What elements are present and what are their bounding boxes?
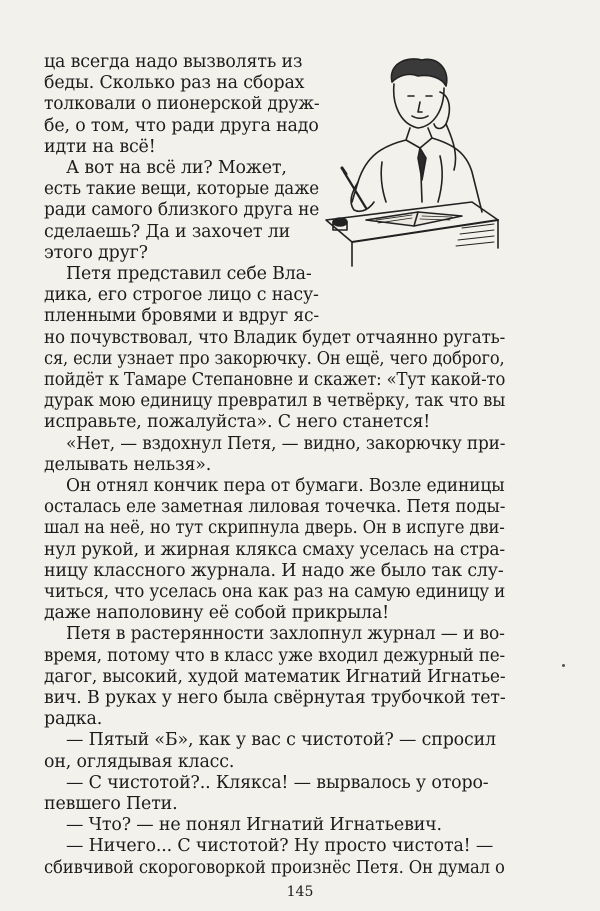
text-line: идти на всё! [44,136,156,157]
text-line: читься, что уселась она как раз на самую единицу и [44,582,506,602]
text-line: радка. [44,709,103,730]
text-line: Петя представил себе Вла- [66,264,312,284]
text-line: шал на неё, но тут скрипнула дверь. Он в испуге дви- [44,518,505,539]
text-line: Петя в растерянности захлопнул журнал — и во- [66,624,505,645]
text-line: дагог, высокий, худой математик Игнатий Игнатье- [44,666,506,687]
text-line: ся, если узнает про закорючку. Он ещё, чего доброго, [44,348,505,369]
text-line: ради самого близкого друга не [44,200,320,221]
text-line: вич. В руках у него была свёрнутая трубочкой тет- [44,688,506,708]
text-line: Он отнял кончик пера от бумаги. Возле единицы [66,476,505,496]
text-line: пленными бровями и вдруг яс- [44,306,320,327]
text-line: есть такие вещи, которые даже [44,179,320,200]
text-line: даже наполовину её собой прикрыла! [44,603,390,624]
text-line: делывать нельзя». [44,454,212,475]
text-line: — С чистотой?.. Клякса! — вырвалось у оторо- [66,772,489,793]
text-line: певшего Пети. [44,794,178,814]
text-line: исправьте, пожалуйста». С него станется! [44,412,431,433]
text-line: этого друг? [44,242,148,263]
text-line: нул рукой, и жирная клякса смаху уселась на стра- [44,539,506,560]
text-line: ца всегда надо вызволять из [44,52,303,72]
text-line: толковали о пионерской друж- [44,94,320,115]
text-line: — Пятый «Б», как у вас с чистотой? — спросил [66,730,496,751]
text-line: бе, о том, что ради друга надо [44,115,319,136]
text-line: беды. Сколько раз на сборах [44,73,305,94]
text-line: пойдёт к Тамаре Степановне и скажет: «Тут какой-то [44,370,506,390]
text-line: дика, его строгое лицо с насу- [44,285,319,306]
text-line: «Нет, — вздохнул Петя, — видно, закорючку при- [66,433,506,454]
boy-at-desk-illustration [322,52,500,274]
print-speck [562,664,565,667]
text-line: сделаешь? Да и захочет ли [44,221,291,242]
page-number: 145 [286,883,314,900]
text-line: ницу классного журнала. И надо же было так слу- [44,560,504,581]
text-line: он, оглядывая класс. [44,751,235,772]
text-line: — Ничего... С чистотой? Ну просто чистота! — [66,836,494,857]
text-line: дурак мою единицу превратил в четвёрку, так что вы [44,391,506,412]
text-line: осталась еле заметная лиловая точечка. Петя поды- [44,497,506,518]
text-line: А вот на всё ли? Может, [66,158,287,178]
text-line: время, потому что в класс уже входил дежурный пе- [44,645,506,666]
text-line: но почувствовал, что Владик будет отчаянно ругать- [44,327,506,348]
text-line: сбивчивой скороговоркой произнёс Петя. Он думал о [44,857,505,878]
text-line: — Что? — не понял Игнатий Игнатьевич. [66,815,442,836]
